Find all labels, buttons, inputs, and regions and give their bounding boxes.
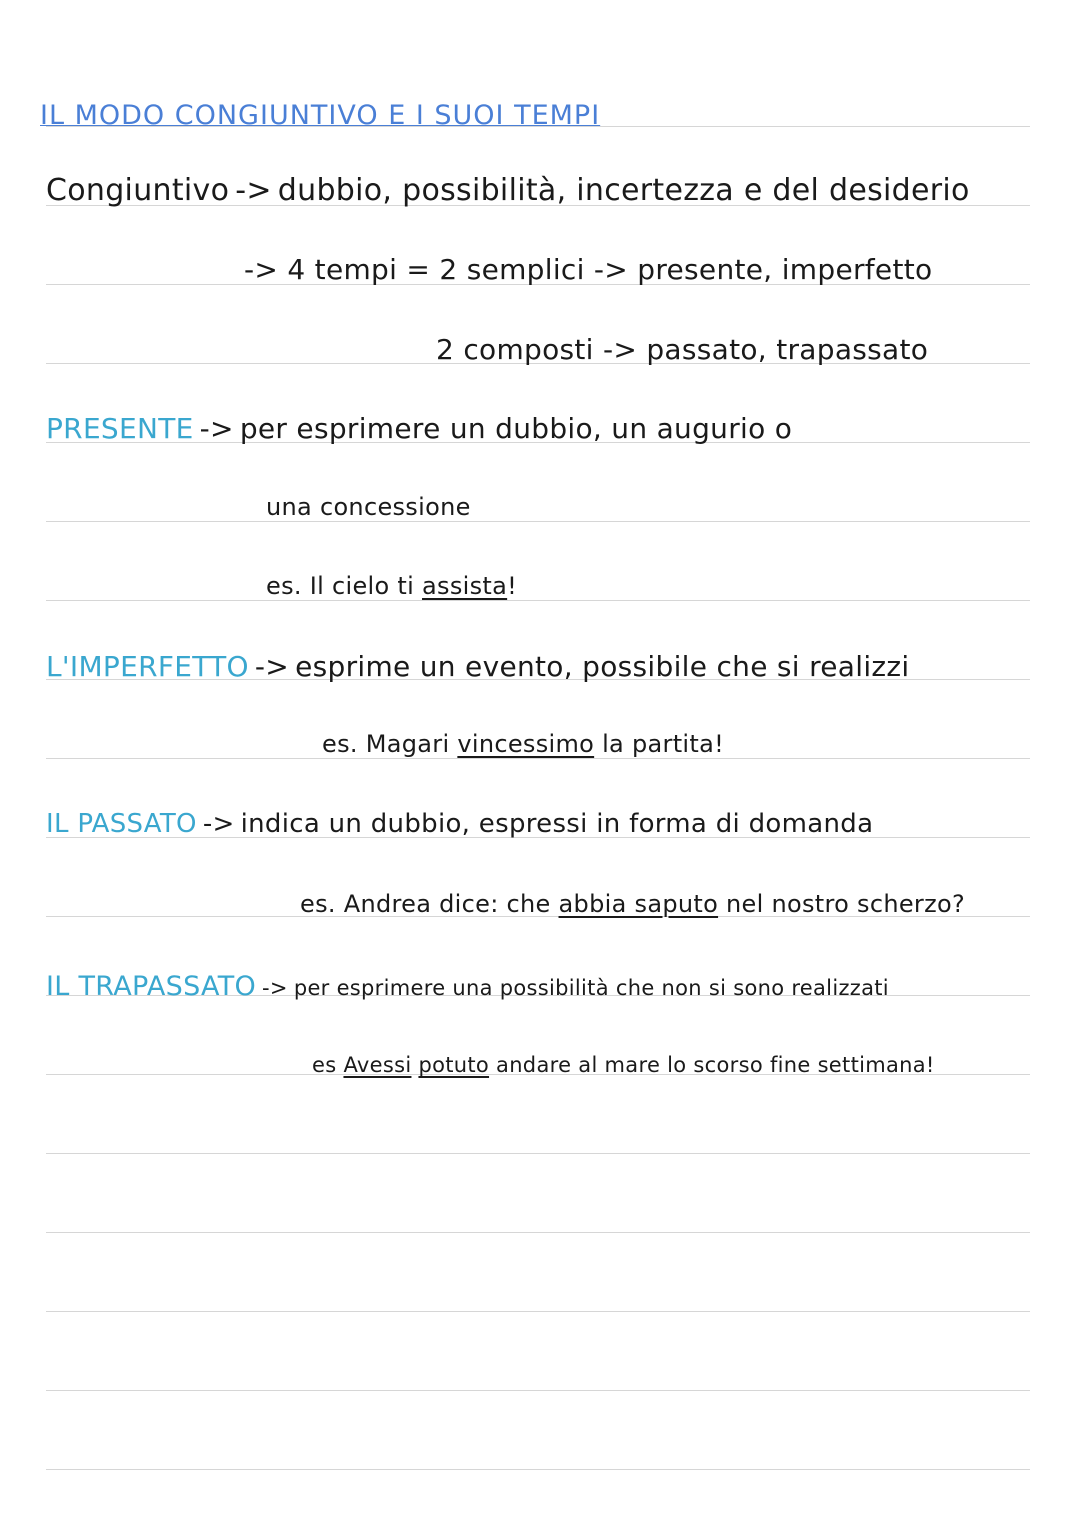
trapassato-line — [46, 969, 889, 1002]
presente-example — [266, 572, 517, 600]
intro-line — [46, 173, 970, 208]
imperfetto-text: esprime un evento, possibile che si realizzi — [295, 650, 910, 683]
arrow-icon: -> — [235, 173, 272, 208]
example-prefix: es. Magari — [322, 730, 450, 758]
ruled-line — [46, 1232, 1030, 1233]
intro-term: Congiuntivo — [46, 173, 230, 208]
composti-line: 2 composti -> passato, trapassato — [436, 333, 929, 366]
presente-line — [46, 412, 792, 445]
example-suffix: nel nostro scherzo? — [726, 890, 965, 918]
ruled-line — [46, 1390, 1030, 1391]
imperfetto-line — [46, 650, 910, 683]
passato-text: indica un dubbio, espressi in forma di domanda — [240, 809, 874, 839]
trapassato-text: per esprimere una possibilità che non si sono realizzati — [293, 976, 889, 1000]
imperfetto-example — [322, 730, 724, 758]
presente-text: per esprimere un dubbio, un augurio o — [239, 412, 793, 445]
example-prefix: es — [312, 1053, 337, 1077]
example-verb: potuto — [418, 1053, 490, 1077]
example-verb: Avessi — [343, 1053, 412, 1077]
trapassato-example — [312, 1053, 935, 1077]
passato-line — [46, 809, 873, 839]
example-verb: vincessimo — [457, 730, 595, 758]
presente-text-cont: una concessione — [266, 493, 471, 521]
example-suffix: andare al mare lo scorso fine settimana! — [496, 1053, 935, 1077]
arrow-icon: -> — [262, 976, 288, 1000]
arrow-icon: -> — [202, 809, 235, 839]
page-title: IL MODO CONGIUNTIVO E I SUOI TEMPI — [40, 100, 601, 131]
ruled-line — [46, 521, 1030, 522]
example-verb: assista — [422, 572, 508, 600]
example-suffix: ! — [507, 572, 518, 600]
ruled-line — [46, 1469, 1030, 1470]
example-prefix: es. Andrea dice: che — [300, 890, 551, 918]
example-suffix: la partita! — [602, 730, 725, 758]
example-prefix: es. Il cielo ti — [266, 572, 415, 600]
ruled-line — [46, 758, 1030, 759]
arrow-icon: -> — [254, 650, 290, 683]
intro-definition: dubbio, possibilità, incertezza e del desiderio — [277, 173, 970, 208]
passato-label: IL PASSATO — [46, 809, 197, 839]
tenses-line: -> 4 tempi = 2 semplici -> presente, imperfetto — [244, 253, 933, 286]
passato-example — [300, 890, 965, 918]
ruled-line — [46, 600, 1030, 601]
arrow-icon: -> — [199, 412, 234, 445]
ruled-line — [46, 1311, 1030, 1312]
presente-label: PRESENTE — [46, 412, 194, 445]
ruled-line — [46, 1153, 1030, 1154]
example-verb: abbia saputo — [558, 890, 719, 918]
imperfetto-label: L'IMPERFETTO — [46, 650, 249, 683]
trapassato-label: IL TRAPASSATO — [46, 971, 257, 1002]
